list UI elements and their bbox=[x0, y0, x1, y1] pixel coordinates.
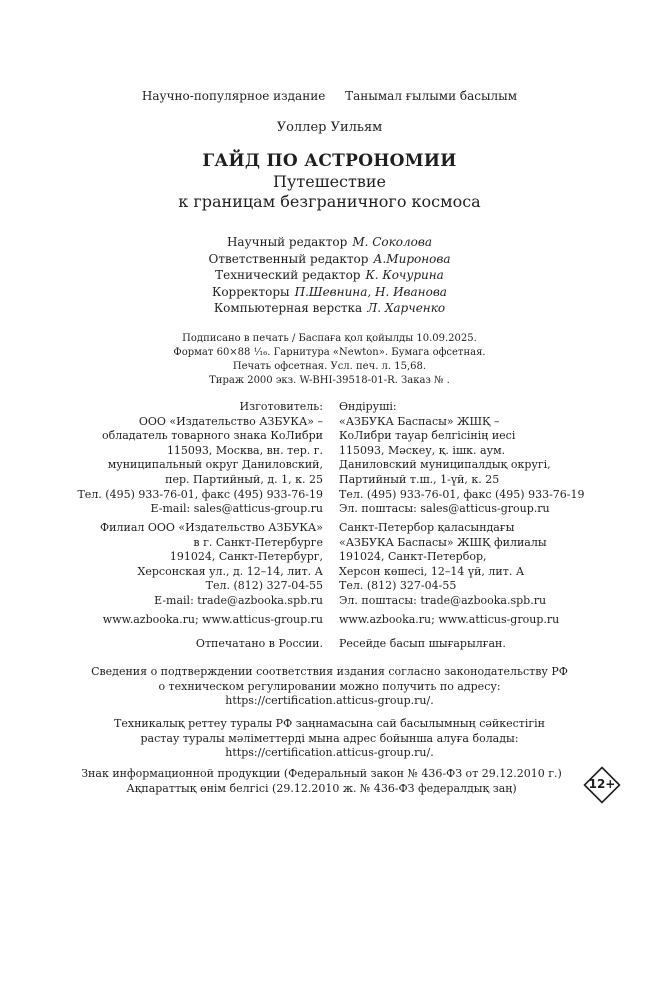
branch-kz-line: «АЗБУКА Баспасы» ЖШҚ филиалы bbox=[339, 535, 547, 549]
cert-ru-url: https://certification.atticus-group.ru/. bbox=[225, 694, 434, 708]
age-sign-kz: Ақпараттық өнім белгісі (29.12.2010 ж. № 436-ФЗ федералдық заң) bbox=[126, 781, 517, 795]
branch-kz-line: Тел. (812) 327-04-55 bbox=[339, 579, 457, 593]
manufacturer-kz-email: Эл. поштасы: sales@atticus-group.ru bbox=[339, 502, 550, 516]
manufacturer-ru-line: обладатель товарного знака КоЛибри bbox=[102, 429, 323, 443]
cert-ru-line: Сведения о подтверждении соответствия издания согласно законодательству РФ bbox=[91, 665, 568, 678]
age-rating-badge bbox=[583, 766, 621, 804]
credit-role: Научный редактор bbox=[226, 235, 348, 249]
manufacturer-ru-line: Изготовитель: bbox=[239, 400, 323, 413]
credit-role: Ответственный редактор bbox=[208, 251, 369, 266]
branch-kz bbox=[331, 521, 659, 609]
credits-list bbox=[0, 234, 659, 317]
credit-row bbox=[0, 300, 659, 317]
printed-ru-col bbox=[0, 637, 331, 652]
series-ru: Научно-популярное издание bbox=[141, 89, 326, 103]
manufacturer-ru-email: E-mail: sales@atticus-group.ru bbox=[150, 502, 323, 516]
credit-role: Технический редактор bbox=[215, 268, 361, 282]
branch-kz-line: Херсон көшесі, 12–14 үй, лит. А bbox=[339, 564, 525, 578]
manufacturer-kz-line: 115093, Мәскеу, қ. ішк. аум. bbox=[339, 443, 506, 457]
printed-ru: Отпечатано в России. bbox=[195, 637, 323, 650]
credit-role: Корректоры bbox=[212, 284, 290, 299]
book-subtitle-line-2: к границам безграничного космоса bbox=[178, 192, 481, 211]
manufacturer-kz bbox=[331, 400, 659, 517]
credit-name: П.Шевнина, Н. Иванова bbox=[294, 284, 447, 299]
cert-ru-line: о техническом регулировании можно получить по адресу: bbox=[158, 679, 501, 693]
web-ru: www.azbooka.ru; www.atticus-group.ru bbox=[102, 613, 323, 626]
credit-name: М. Соколова bbox=[352, 235, 433, 249]
branch-ru-line: в г. Санкт-Петербурге bbox=[193, 535, 323, 549]
printed-kz-col bbox=[331, 637, 659, 652]
printed-kz: Ресейде басып шығарылған. bbox=[339, 637, 506, 650]
age-rating-text: 12+ bbox=[588, 777, 616, 791]
series-line bbox=[0, 89, 659, 103]
print-info-line: Печать офсетная. Усл. печ. л. 15,68. bbox=[232, 361, 427, 372]
web-kz-col bbox=[331, 613, 659, 628]
web-kz: www.azbooka.ru; www.atticus-group.ru bbox=[339, 613, 560, 626]
cert-kz-line: растау туралы мәліметтерді мына адрес бойынша алуға болады: bbox=[140, 731, 519, 745]
author-name: Уоллер Уильям bbox=[276, 120, 383, 135]
manufacturer-kz-line: «АЗБУКА Баспасы» ЖШҚ – bbox=[339, 414, 500, 428]
certification-kz bbox=[0, 717, 659, 761]
print-info-line: Подписано в печать / Баспаға қол қойылды 10.09.2025. bbox=[182, 333, 477, 344]
branch-ru-line: Херсонская ул., д. 12–14, лит. А bbox=[137, 564, 323, 578]
branch-ru-line: 191024, Санкт-Петербург, bbox=[169, 550, 323, 564]
print-info-line: Тираж 2000 экз. W-BHI-39518-01-R. Заказ № . bbox=[209, 375, 450, 386]
web-ru-col bbox=[0, 613, 331, 628]
manufacturer-kz-line: Өндіруші: bbox=[339, 400, 397, 413]
age-sign-note bbox=[0, 767, 651, 796]
manufacturer-ru-line: пер. Партийный, д. 1, к. 25 bbox=[165, 472, 323, 486]
manufacturer-kz-line: Даниловский муниципалдық округі, bbox=[339, 458, 551, 472]
credit-name: К. Кочурина bbox=[365, 268, 444, 282]
manufacturer-ru-line: муниципальный округ Даниловский, bbox=[107, 458, 323, 472]
branch-kz-line: Санкт-Петербор қаласындағы bbox=[339, 521, 515, 534]
manufacturer-ru-line: ООО «Издательство АЗБУКА» – bbox=[138, 414, 323, 428]
branch-ru-line: Филиал ООО «Издательство АЗБУКА» bbox=[100, 521, 323, 534]
web-block bbox=[0, 613, 659, 628]
series-kz: Танымал ғылыми басылым bbox=[345, 89, 518, 103]
branch-ru-email: E-mail: trade@azbooka.spb.ru bbox=[154, 593, 323, 607]
credit-row bbox=[0, 251, 659, 268]
print-info-line: Формат 60×88 ¹⁄₁₆. Гарнитура «Newton». Бумага офсетная. bbox=[173, 347, 486, 358]
manufacturer-ru-line: Тел. (495) 933-76-01, факс (495) 933-76-19 bbox=[77, 487, 323, 501]
credit-row bbox=[0, 284, 659, 301]
manufacturer-ru-line: 115093, Москва, вн. тер. г. bbox=[166, 443, 323, 457]
branch-kz-email: Эл. поштасы: trade@azbooka.spb.ru bbox=[339, 593, 547, 607]
credit-row bbox=[0, 234, 659, 251]
credit-name: Л. Харченко bbox=[367, 301, 446, 315]
cert-kz-url: https://certification.atticus-group.ru/. bbox=[225, 746, 434, 760]
manufacturer-kz-line: КоЛибри тауар белгісінің иесі bbox=[339, 429, 516, 443]
certification-ru bbox=[0, 665, 659, 709]
credit-role: Компьютерная верстка bbox=[213, 301, 363, 315]
credit-row bbox=[0, 267, 659, 284]
manufacturer-block bbox=[0, 400, 659, 517]
credit-name: А.Миронова bbox=[373, 251, 451, 266]
print-info bbox=[0, 332, 659, 388]
branch-ru bbox=[0, 521, 331, 609]
manufacturer-kz-line: Тел. (495) 933-76-01, факс (495) 933-76-19 bbox=[339, 487, 585, 501]
branch-ru-line: Тел. (812) 327-04-55 bbox=[205, 579, 323, 593]
manufacturer-kz-line: Партийный т.ш., 1-үй, к. 25 bbox=[339, 472, 500, 486]
book-title: ГАЙД ПО АСТРОНОМИИ bbox=[202, 151, 457, 171]
cert-kz-line: Техникалық реттеу туралы РФ заңнамасына сай басылымның сәйкестігін bbox=[114, 717, 545, 730]
branch-kz-line: 191024, Санкт-Петербор, bbox=[339, 550, 487, 564]
branch-block bbox=[0, 521, 659, 609]
age-sign-ru: Знак информационной продукции (Федеральный закон № 436-ФЗ от 29.12.2010 г.) bbox=[81, 767, 562, 780]
book-subtitle-line-1: Путешествие bbox=[273, 172, 386, 191]
printed-block bbox=[0, 637, 659, 652]
title-block bbox=[0, 150, 659, 212]
manufacturer-ru bbox=[0, 400, 331, 517]
